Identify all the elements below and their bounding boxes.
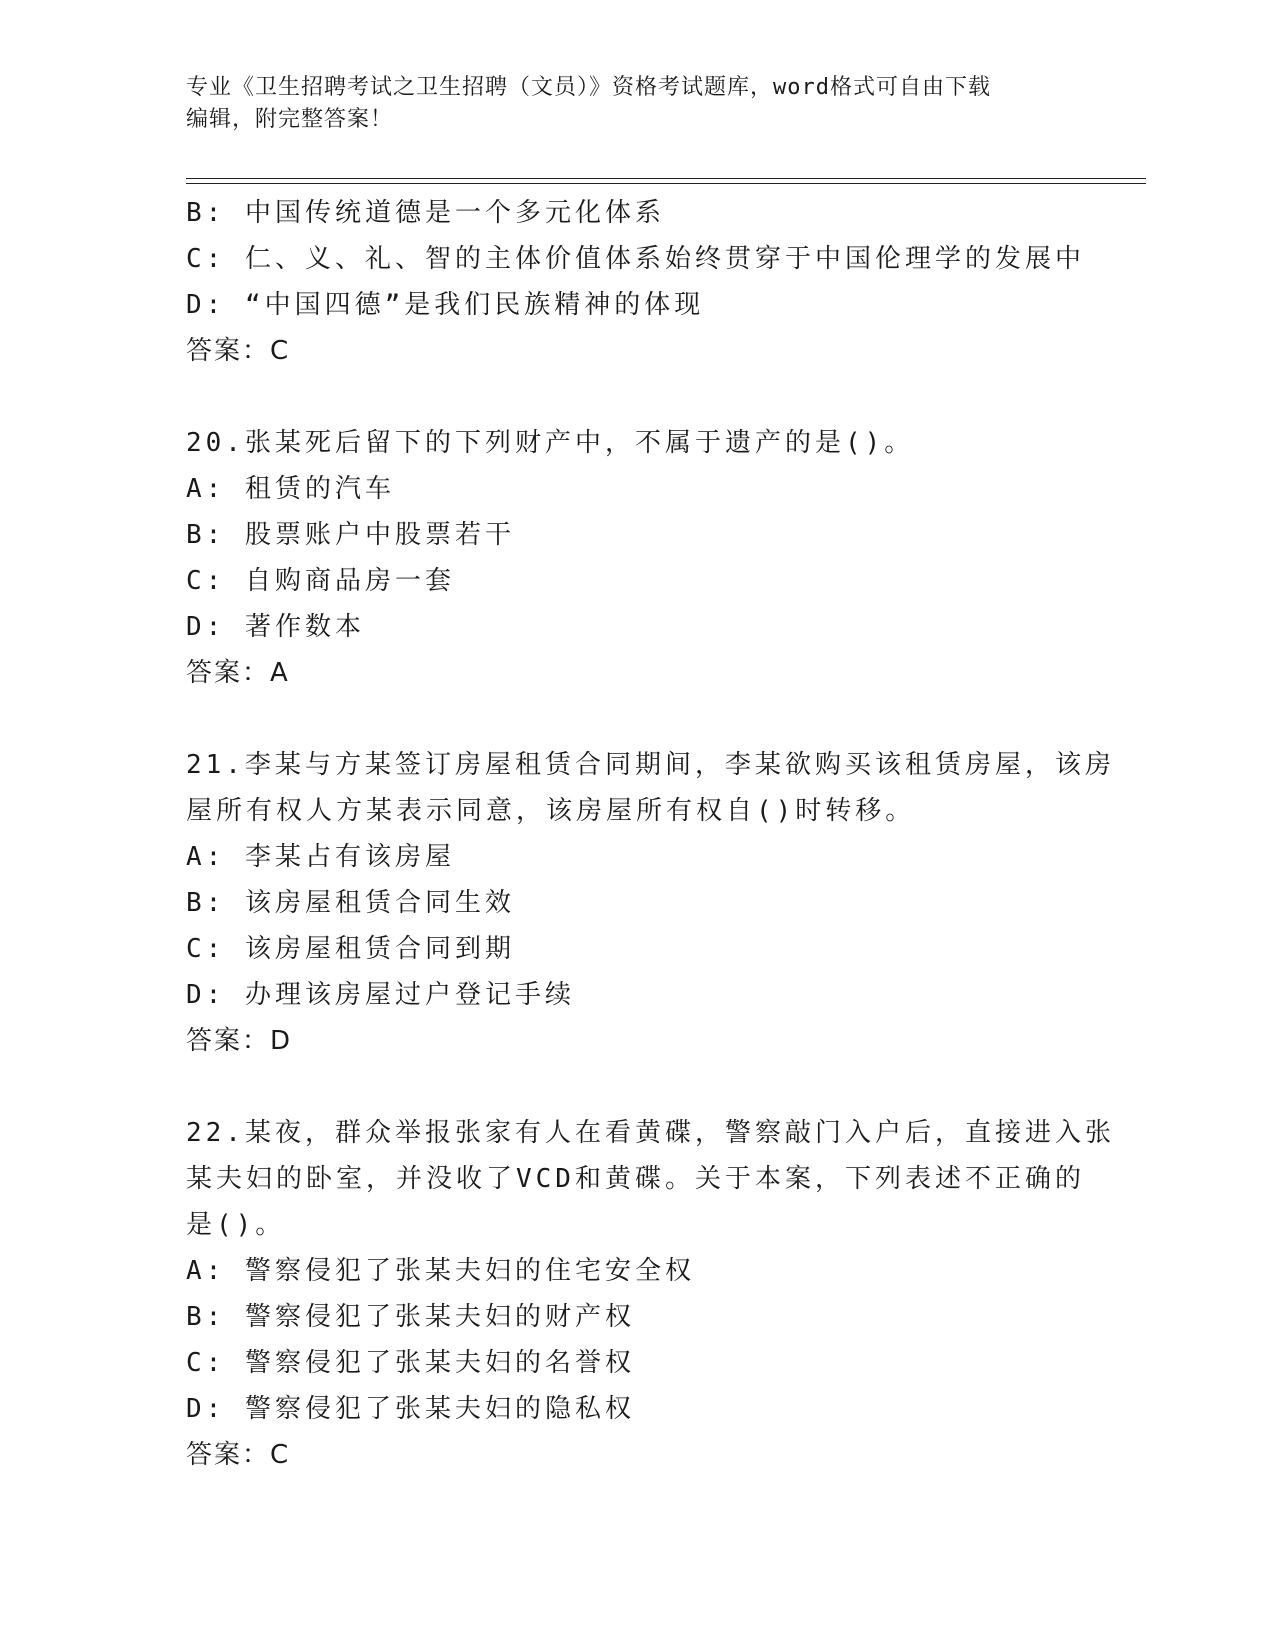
answer: 答案：A xyxy=(186,658,290,688)
question-21 xyxy=(186,742,1115,1064)
spacer xyxy=(186,696,1086,742)
option-c: C: 自购商品房一套 xyxy=(186,566,455,596)
document-header xyxy=(186,72,1086,136)
option-b: B: 中国传统道德是一个多元化体系 xyxy=(186,198,665,228)
option-c: C: 警察侵犯了张某夫妇的名誉权 xyxy=(186,1348,635,1378)
header-line-2: 编辑，附完整答案！ xyxy=(186,107,394,132)
option-d: D: 著作数本 xyxy=(186,612,365,642)
answer: 答案：C xyxy=(186,1440,291,1470)
spacer xyxy=(186,1064,1086,1110)
header-divider-top xyxy=(186,178,1146,179)
header-line-1: 专业《卫生招聘考试之卫生招聘（文员）》资格考试题库，word格式可自由下载 xyxy=(186,75,991,100)
option-c: C: 该房屋租赁合同到期 xyxy=(186,934,515,964)
option-a: A: 警察侵犯了张某夫妇的住宅安全权 xyxy=(186,1256,695,1286)
option-b: B: 该房屋租赁合同生效 xyxy=(186,888,515,918)
option-c: C: 仁、义、礼、智的主体价值体系始终贯穿于中国伦理学的发展中 xyxy=(186,244,1085,274)
question-stem: 20.张某死后留下的下列财产中，不属于遗产的是()。 xyxy=(186,428,915,458)
question-list xyxy=(186,190,1115,1478)
question-19 xyxy=(186,190,1086,374)
option-d: D: 警察侵犯了张某夫妇的隐私权 xyxy=(186,1394,635,1424)
question-stem-line-1: 21.李某与方某签订房屋租赁合同期间，李某欲购买该租赁房屋，该房 xyxy=(186,750,1115,780)
option-d: D: “中国四德”是我们民族精神的体现 xyxy=(186,290,705,320)
question-stem-line-3: 是()。 xyxy=(186,1210,286,1240)
answer: 答案：C xyxy=(186,336,291,366)
question-stem-line-2: 某夫妇的卧室，并没收了VCD和黄碟。关于本案，下列表述不正确的 xyxy=(186,1164,1085,1194)
question-22 xyxy=(186,1110,1115,1478)
option-a: A: 租赁的汽车 xyxy=(186,474,395,504)
answer: 答案：D xyxy=(186,1026,293,1056)
option-b: B: 警察侵犯了张某夫妇的财产权 xyxy=(186,1302,635,1332)
option-d: D: 办理该房屋过户登记手续 xyxy=(186,980,575,1010)
option-b: B: 股票账户中股票若干 xyxy=(186,520,515,550)
question-stem-line-1: 22.某夜，群众举报张家有人在看黄碟，警察敲门入户后，直接进入张 xyxy=(186,1118,1115,1148)
header-divider-bottom xyxy=(186,183,1146,184)
question-20 xyxy=(186,420,1086,696)
question-stem-line-2: 屋所有权人方某表示同意，该房屋所有权自()时转移。 xyxy=(186,796,916,826)
spacer xyxy=(186,374,1086,420)
option-a: A: 李某占有该房屋 xyxy=(186,842,455,872)
